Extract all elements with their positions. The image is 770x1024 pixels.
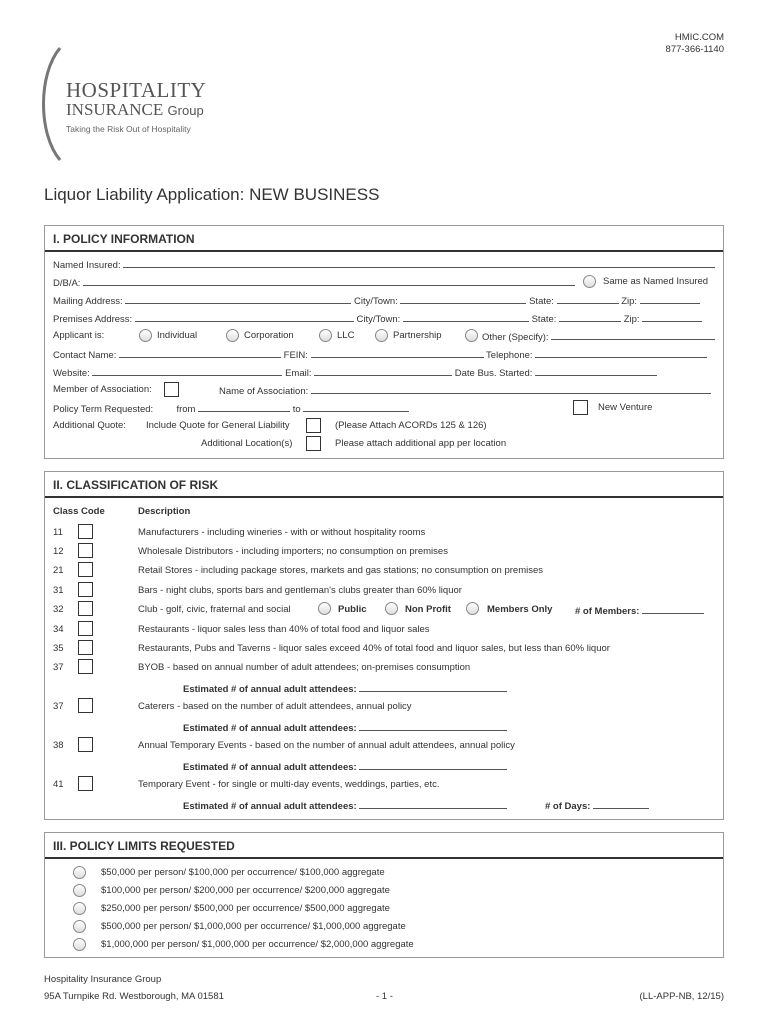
company-logo: [34, 44, 234, 164]
policy-information-section: [44, 225, 724, 459]
class-21-checkbox[interactable]: [78, 562, 93, 577]
class-code: 11: [53, 527, 63, 538]
club-nonprofit-radio[interactable]: [385, 602, 398, 615]
club-members-only-radio[interactable]: [466, 602, 479, 615]
dba-row: D/B/A:: [53, 276, 575, 289]
class-description: Club - golf, civic, fraternal and social: [138, 604, 291, 615]
name-association-input[interactable]: [311, 384, 711, 394]
additional-locations-checkbox[interactable]: [306, 436, 321, 451]
premises-address-row: Premises Address: City/Town: State: Zip:: [53, 312, 702, 325]
new-venture-label: New Venture: [598, 402, 653, 413]
limit-option-label: $1,000,000 per person/ $1,000,000 per occurrence/ $2,000,000 aggregate: [101, 939, 414, 950]
telephone-input[interactable]: [535, 348, 707, 358]
premises-state-input[interactable]: [559, 312, 621, 322]
include-gl-checkbox[interactable]: [306, 418, 321, 433]
mailing-state-input[interactable]: [557, 294, 619, 304]
class-code: 32: [53, 604, 64, 615]
applicant-other-row: Other (Specify):: [482, 330, 715, 343]
caterers-attendees-input[interactable]: [359, 721, 507, 731]
logo-arc-icon: [34, 44, 64, 164]
section-heading: II. CLASSIFICATION OF RISK: [53, 478, 219, 492]
class-code: 31: [53, 585, 64, 596]
class-32-checkbox[interactable]: [78, 601, 93, 616]
dba-input[interactable]: [83, 276, 575, 286]
applicant-other-radio[interactable]: [465, 329, 478, 342]
temp-event-attendees-input[interactable]: [359, 799, 507, 809]
class-41-checkbox[interactable]: [78, 776, 93, 791]
class-12-checkbox[interactable]: [78, 543, 93, 558]
applicant-is-label: Applicant is:: [53, 330, 105, 341]
policy-term-row: Policy Term Requested: from to: [53, 402, 409, 415]
class-description: Restaurants, Pubs and Taverns - liquor sales exceed 40% of total food and liquor sales, but less than 60% liquor: [138, 643, 610, 654]
additional-locations-label: Additional Location(s): [201, 438, 293, 449]
est-attendees-row: Estimated # of annual adult attendees:: [183, 721, 507, 734]
policy-limits-section: [44, 832, 724, 958]
additional-quote-label: Additional Quote:: [53, 420, 126, 431]
logo-tagline: Taking the Risk Out of Hospitality: [66, 124, 191, 134]
class-description: Caterers - based on the number of adult attendees, annual policy: [138, 701, 412, 712]
applicant-partnership-label: Partnership: [393, 330, 442, 341]
named-insured-row: Named Insured:: [53, 258, 715, 271]
num-members-input[interactable]: [642, 604, 704, 614]
limit-option-label: $50,000 per person/ $100,000 per occurrence/ $100,000 aggregate: [101, 867, 385, 878]
class-code-header: Class Code: [53, 506, 105, 517]
class-description: Restaurants - liquor sales less than 40% of total food and liquor sales: [138, 624, 430, 635]
club-members-only-label: Members Only: [487, 604, 553, 615]
contact-name-input[interactable]: [119, 348, 281, 358]
class-description: Wholesale Distributors - including importers; no consumption on premises: [138, 546, 448, 557]
limit-option-1-radio[interactable]: [73, 866, 86, 879]
limit-option-label: $500,000 per person/ $1,000,000 per occurrence/ $1,000,000 aggregate: [101, 921, 406, 932]
premises-city-input[interactable]: [403, 312, 529, 322]
website-row: Website: Email: Date Bus. Started:: [53, 366, 657, 379]
byob-attendees-input[interactable]: [359, 682, 507, 692]
email-input[interactable]: [314, 366, 452, 376]
website-input[interactable]: [92, 366, 282, 376]
class-37-byob-checkbox[interactable]: [78, 659, 93, 674]
class-code: 37: [53, 662, 64, 673]
website-text: HMIC.COM: [674, 32, 724, 43]
contact-block: [666, 32, 724, 56]
class-11-checkbox[interactable]: [78, 524, 93, 539]
limit-option-5-radio[interactable]: [73, 938, 86, 951]
description-header: Description: [138, 506, 191, 517]
fein-input[interactable]: [311, 348, 484, 358]
attach-acords-note: (Please Attach ACORDs 125 & 126): [335, 420, 487, 431]
club-public-radio[interactable]: [318, 602, 331, 615]
limit-option-3-radio[interactable]: [73, 902, 86, 915]
mailing-zip-input[interactable]: [640, 294, 700, 304]
class-code: 35: [53, 643, 64, 654]
new-venture-checkbox[interactable]: [573, 400, 588, 415]
class-31-checkbox[interactable]: [78, 582, 93, 597]
applicant-llc-radio[interactable]: [319, 329, 332, 342]
applicant-llc-label: LLC: [337, 330, 355, 341]
footer-form-id: (LL-APP-NB, 12/15): [639, 991, 724, 1002]
est-attendees-row: Estimated # of annual adult attendees:: [183, 799, 507, 812]
num-days-row: # of Days:: [545, 799, 649, 812]
member-association-label: Member of Association:: [53, 384, 152, 395]
premises-address-input[interactable]: [135, 312, 354, 322]
est-attendees-row: Estimated # of annual adult attendees:: [183, 760, 507, 773]
term-from-input[interactable]: [198, 402, 290, 412]
class-code: 38: [53, 740, 64, 751]
class-35-checkbox[interactable]: [78, 640, 93, 655]
limit-option-label: $100,000 per person/ $200,000 per occurrence/ $200,000 aggregate: [101, 885, 390, 896]
class-code: 37: [53, 701, 64, 712]
date-started-input[interactable]: [535, 366, 657, 376]
club-public-label: Public: [338, 604, 367, 615]
class-code: 21: [53, 565, 64, 576]
member-association-checkbox[interactable]: [164, 382, 179, 397]
class-34-checkbox[interactable]: [78, 621, 93, 636]
page-title: Liquor Liability Application: NEW BUSINESS: [44, 185, 380, 204]
premises-zip-input[interactable]: [642, 312, 702, 322]
phone-text: 877-366-1140: [665, 44, 724, 55]
footer-company: Hospitality Insurance Group: [44, 974, 162, 985]
applicant-individual-radio[interactable]: [139, 329, 152, 342]
class-description: BYOB - based on annual number of adult attendees; on-premises consumption: [138, 662, 471, 673]
limit-option-label: $250,000 per person/ $500,000 per occurrence/ $500,000 aggregate: [101, 903, 390, 914]
class-code: 12: [53, 546, 64, 557]
limit-option-2-radio[interactable]: [73, 884, 86, 897]
class-description: Retail Stores - including package stores, markets and gas stations; no consumption on premises: [138, 565, 544, 576]
applicant-other-input[interactable]: [551, 330, 715, 340]
applicant-individual-label: Individual: [157, 330, 198, 341]
class-code: 34: [53, 624, 64, 635]
class-code: 41: [53, 779, 64, 790]
logo-line2: INSURANCE Group: [66, 100, 204, 119]
attach-app-note: Please attach additional app per location: [335, 438, 507, 449]
est-attendees-row: Estimated # of annual adult attendees:: [183, 682, 507, 695]
mailing-city-input[interactable]: [400, 294, 526, 304]
num-days-input[interactable]: [593, 799, 649, 809]
same-as-named-radio[interactable]: [583, 275, 596, 288]
classification-section: [44, 471, 724, 820]
class-description: Temporary Event - for single or multi-day events, weddings, parties, etc.: [138, 779, 440, 790]
annual-events-attendees-input[interactable]: [359, 760, 507, 770]
class-38-checkbox[interactable]: [78, 737, 93, 752]
footer-address: 95A Turnpike Rd. Westborough, MA 01581: [44, 991, 224, 1002]
class-description: Manufacturers - including wineries - with or without hospitality rooms: [138, 527, 426, 538]
term-to-input[interactable]: [303, 402, 409, 412]
logo-line1: HOSPITALITY: [66, 78, 207, 102]
named-insured-input[interactable]: [123, 258, 715, 268]
applicant-partnership-radio[interactable]: [375, 329, 388, 342]
class-description: Annual Temporary Events - based on the number of annual adult attendees, annual policy: [138, 740, 515, 751]
applicant-corporation-radio[interactable]: [226, 329, 239, 342]
mailing-address-input[interactable]: [125, 294, 351, 304]
class-37-caterers-checkbox[interactable]: [78, 698, 93, 713]
section-heading: I. POLICY INFORMATION: [53, 232, 195, 246]
footer-page-number: - 1 -: [376, 991, 393, 1002]
class-description: Bars - night clubs, sports bars and gentleman's clubs greater than 60% liquor: [138, 585, 462, 596]
club-nonprofit-label: Non Profit: [405, 604, 451, 615]
limit-option-4-radio[interactable]: [73, 920, 86, 933]
contact-row: Contact Name: FEIN: Telephone:: [53, 348, 707, 361]
same-as-named-label: Same as Named Insured: [603, 276, 709, 287]
num-members-row: # of Members:: [575, 604, 704, 617]
name-association-row: Name of Association:: [219, 384, 711, 397]
applicant-corporation-label: Corporation: [244, 330, 294, 341]
include-gl-label: Include Quote for General Liability: [146, 420, 290, 431]
mailing-address-row: Mailing Address: City/Town: State: Zip:: [53, 294, 700, 307]
section-heading: III. POLICY LIMITS REQUESTED: [53, 839, 235, 853]
